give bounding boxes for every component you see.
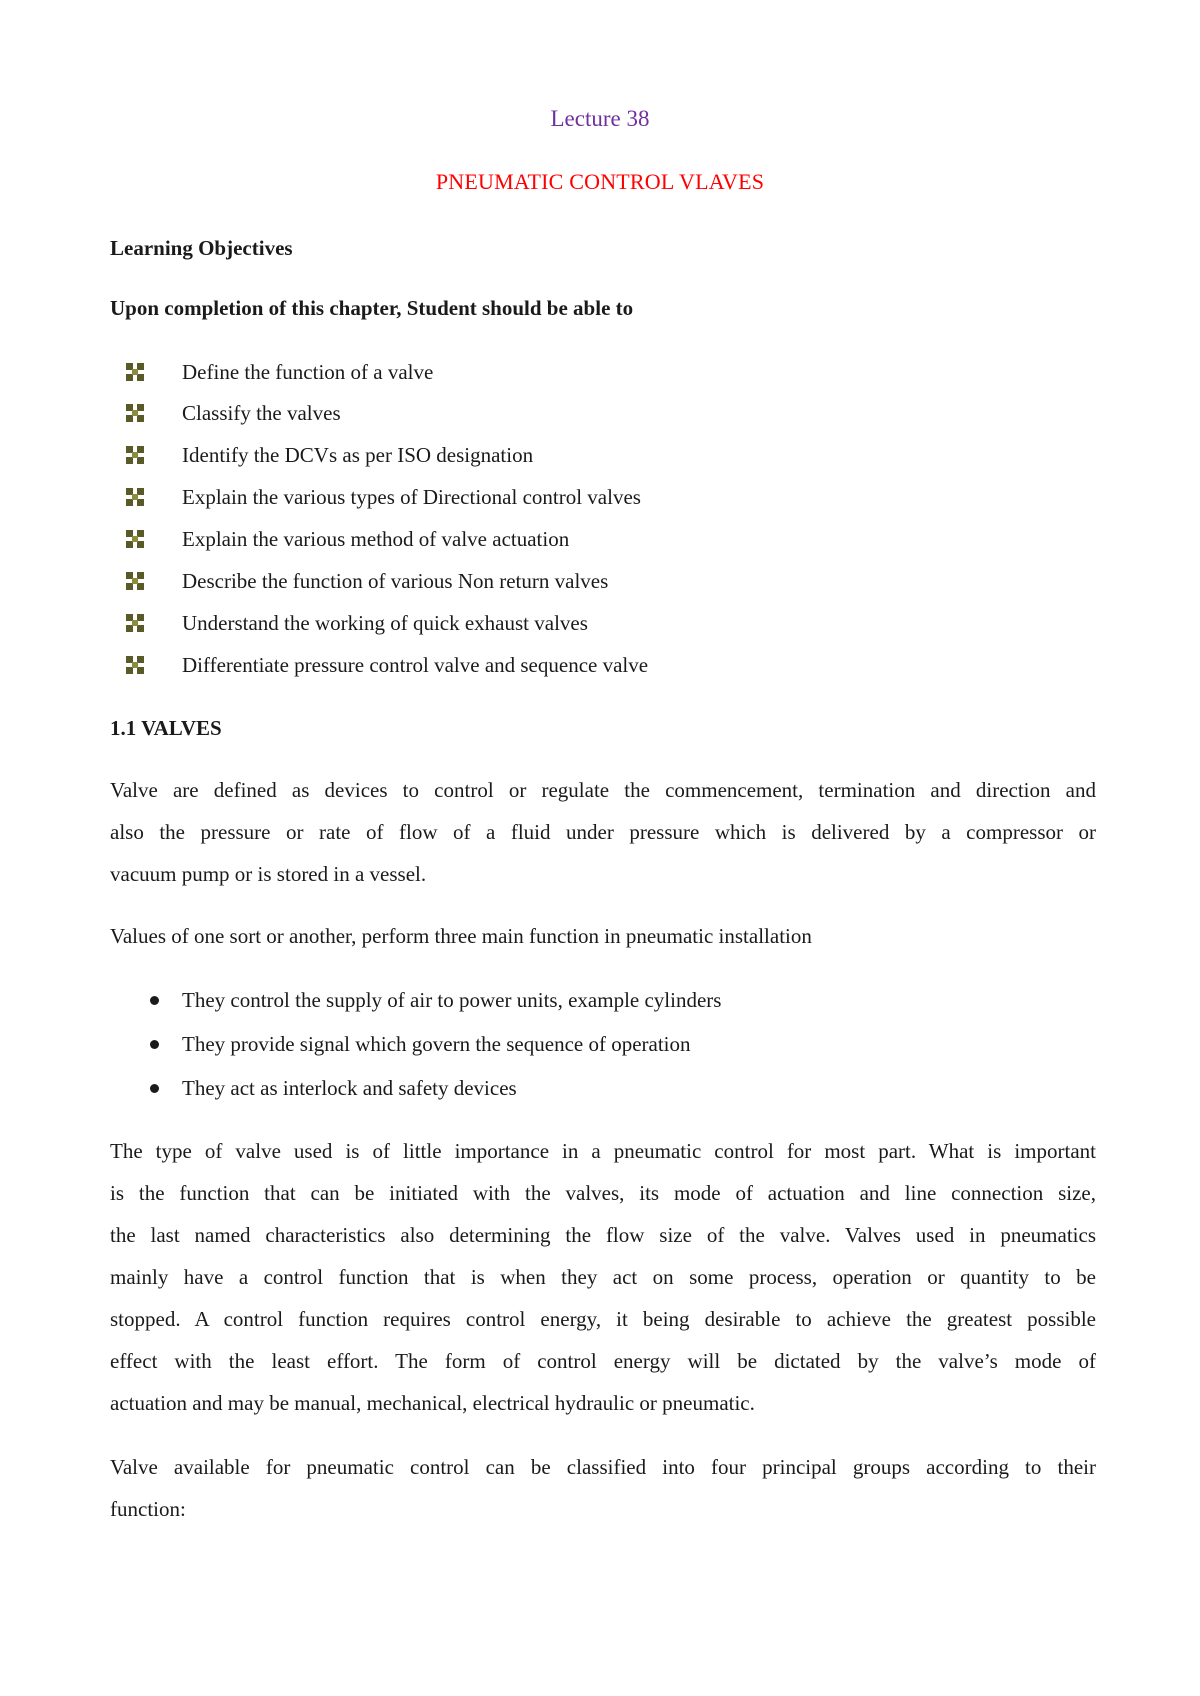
paragraph-line: Valve available for pneumatic control can be classified into four principal groups according to their (110, 1455, 1096, 1479)
paragraph-line: function: (110, 1497, 186, 1521)
paragraph-line: is the function that can be initiated with the valves, its mode of actuation and line connection size, (110, 1181, 1096, 1205)
square-grid-bullet-icon (126, 614, 144, 632)
function-text: They act as interlock and safety devices (182, 1076, 517, 1100)
paragraph-line: vacuum pump or is stored in a vessel. (110, 862, 427, 886)
square-grid-bullet-icon (126, 488, 144, 506)
objectives-heading: Learning Objectives (110, 236, 293, 260)
objective-text: Differentiate pressure control valve and sequence valve (182, 653, 649, 677)
objective-text: Explain the various types of Directional control valves (182, 485, 641, 509)
paragraph-line: actuation and may be manual, mechanical, electrical hydraulic or pneumatic. (110, 1391, 755, 1415)
function-text: They provide signal which govern the sequence of operation (182, 1032, 691, 1056)
filled-circle-bullet-icon (150, 996, 159, 1005)
square-grid-bullet-icon (126, 404, 144, 422)
objectives-intro: Upon completion of this chapter, Student should be able to (110, 296, 634, 320)
function-text: They control the supply of air to power units, example cylinders (182, 988, 722, 1012)
square-grid-bullet-icon (126, 363, 144, 381)
objective-text: Classify the valves (182, 401, 341, 425)
paragraph-line: the last named characteristics also determining the flow size of the valve. Valves used in pneumatics (110, 1223, 1096, 1247)
square-grid-bullet-icon (126, 572, 144, 590)
paragraph-line: stopped. A control function requires control energy, it being desirable to achieve the greatest possible (110, 1307, 1096, 1331)
square-grid-bullet-icon (126, 530, 144, 548)
paragraph-line: Values of one sort or another, perform three main function in pneumatic installation (110, 924, 812, 948)
objective-text: Define the function of a valve (182, 360, 434, 384)
square-grid-bullet-icon (126, 656, 144, 674)
square-grid-bullet-icon (126, 446, 144, 464)
paragraph-line: Valve are defined as devices to control or regulate the commencement, termination and direction and (110, 778, 1096, 802)
section-heading: 1.1 VALVES (110, 716, 222, 740)
objective-text: Describe the function of various Non return valves (182, 569, 609, 593)
filled-circle-bullet-icon (150, 1084, 159, 1093)
paragraph-line: mainly have a control function that is when they act on some process, operation or quantity to be (110, 1265, 1096, 1289)
lecture-number: Lecture 38 (550, 106, 650, 131)
chapter-title: PNEUMATIC CONTROL VLAVES (435, 169, 765, 194)
objective-text: Understand the working of quick exhaust valves (182, 611, 588, 635)
paragraph-line: The type of valve used is of little importance in a pneumatic control for most part. What is important (110, 1139, 1096, 1163)
paragraph-line: effect with the least effort. The form of control energy will be dictated by the valve’s mode of (110, 1349, 1096, 1373)
filled-circle-bullet-icon (150, 1040, 159, 1049)
objective-text: Explain the various method of valve actuation (182, 527, 570, 551)
objective-text: Identify the DCVs as per ISO designation (182, 443, 534, 467)
paragraph-line: also the pressure or rate of flow of a fluid under pressure which is delivered by a compressor or (110, 820, 1096, 844)
